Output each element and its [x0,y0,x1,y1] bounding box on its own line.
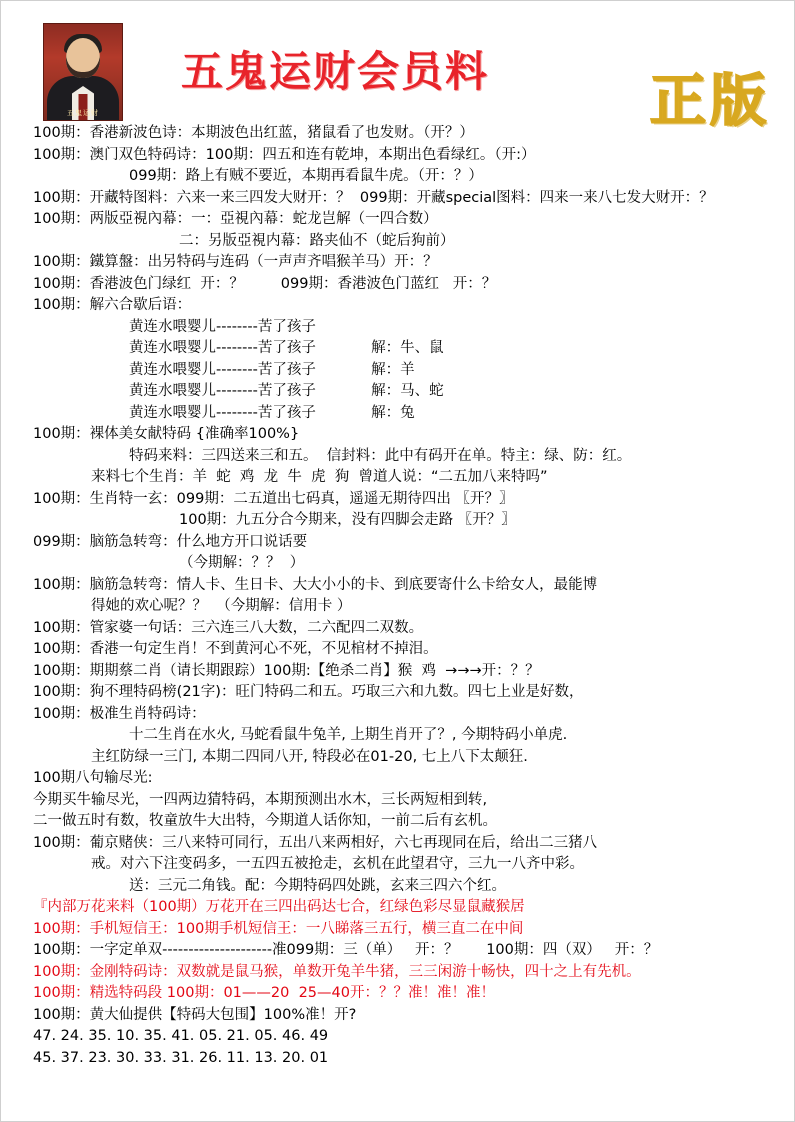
document-line: 得她的欢心呢？？ （今期解：信用卡 ） [91,598,352,614]
document-line: 100期：期期蔡二肖（请长期跟踪）100期:【绝杀二肖】猴 鸡 →→→开：？？ [33,662,540,679]
document-line: 100期：一字定单双---------------------准099期：三（单） 开：？ 100期：四（双） 开：？ [33,942,659,958]
official-stamp: 正版 [650,69,770,134]
document-line: 47. 24. 35. 10. 35. 41. 05. 21. 05. 46. 49 [33,1028,329,1044]
document-line: 100期：脑筋急转弯：情人卡、生日卡、大大小小的卡、到底要寄什么卡给女人，最能博 [33,576,598,593]
document-line: 黄连水喂婴儿--------苦了孩子 解：羊 [129,361,415,378]
document-line: 100期：精选特码段 100期：01——20 25—40开：？？准！准！准！ [33,985,495,1001]
document-line: 100期：黄大仙提供【特码大包围】100%准！开? [33,1006,357,1023]
document-line: 100期：金刚特码诗：双数就是鼠马猴，单数开兔羊牛猪，三三闲游十畅快，四十之上有先机。 [33,963,641,980]
document-line: 100期：香港一句定生肖！不到黄河心不死，不见棺材不掉泪。 [33,641,438,657]
document-line: 主红防绿一三门, 本期二四同八开, 特段必在01-20, 七上八下太颠狂. [91,748,528,765]
page-title: 五鬼运财会员料 [181,47,490,96]
document-line: 100期：手机短信王：100期手机短信王：一八睇落三五行，横三直二在中间 [33,920,524,937]
document-line: 二：另版亞視内幕：路夹仙不（蛇后狗前） [179,232,455,249]
document-line: 100期：裸体美女献特码 {准确率100%} [33,426,300,442]
portrait-face [66,38,100,78]
document-line: 黄连水喂婴儿--------苦了孩子 解：兔 [129,404,415,421]
document-line: 099期：脑筋急转弯：什么地方开口说话要 [33,533,308,550]
document-line: 100期：解六合歇后语： [33,297,192,313]
document-line: 100期：鐵算盤：出另特码与连码（一声声齐唱猴羊马）开：？ [33,254,438,270]
document-line: 100期：九五分合今期来，没有四脚会走路 〖开？〗 [179,512,516,528]
document-line: 十二生肖在水火, 马蛇看鼠牛兔羊, 上期生肖开了？, 今期特码小单虎. [129,727,568,743]
document-line: 送：三元二角钱。配：今期特码四处跳，玄来三四六个红。 [129,877,506,894]
document-line: 100期：香港新波色诗：本期波色出红蓝，猪鼠看了也发财。（开？） [33,125,474,141]
document-line: 『内部万花来料（100期）万花开在三四出码达七合，红绿色彩尽显鼠藏猴居 [33,899,525,915]
document-line: 今期买牛输尽光，一四两边猜特码，本期预测出水木，三长两短相到转, [33,791,488,808]
document-line: 099期：路上有贼不要近，本期再看鼠牛虎。（开：？） [129,168,483,184]
document-line: 100期：葡京赌侠：三八来特可同行，五出八来两相好，六七再现同在后，给出二三猪八 [33,834,598,851]
document-line: 100期：香港波色门绿红 开：？ 099期：香港波色门蓝红 开：？ [33,275,497,292]
document-line: 100期：两版亞視內幕：一：亞視內幕：蛇龙岂解（一四合数） [33,211,438,227]
document-line: 100期八句输尽光: [33,770,153,786]
document-line: 100期：管家婆一句话：三六连三八大数，二六配四二双数。 [33,619,424,636]
portrait-caption: 五鬼运财 [67,110,99,117]
document-line: 二一做五时有数，牧童放牛大出特，今期道人话你知，一前二后有玄机。 [33,813,497,829]
document-line: 黄连水喂婴儿--------苦了孩子 [129,318,316,335]
document-line: 来料七个生肖：羊 蛇 鸡 龙 牛 虎 狗 曾道人说：“二五加八来特吗” [91,469,548,485]
document-line: 戒。对六下注变码多，一五四五被抢走，玄机在此望君守，三九一八齐中彩。 [91,856,584,872]
document-line: 100期：极准生肖特码诗： [33,705,206,722]
document-line: 100期：狗不理特码榜(21字)：旺门特码二和五。巧取三六和九数。四七上业是好数， [33,684,584,700]
document-line: 100期：生肖特一玄：099期：二五道出七码真，遥遥无期待四出 〖开？〗 [33,490,514,507]
document-line: 100期：开藏特图料：六来一来三四发大财开：？ 099期：开藏special图料：四来一来八七发大财开：？ [33,189,714,206]
document-line: 黄连水喂婴儿--------苦了孩子 解：牛、鼠 [129,340,444,356]
document-body [1,123,795,1069]
document-line: 100期：澳门双色特码诗：100期：四五和连有乾坤，本期出色看绿红。（开:） [33,146,536,163]
document-line: （今期解：？？ ） [179,555,305,571]
document-line: 黄连水喂婴儿--------苦了孩子 解：马、蛇 [129,383,444,399]
document-line: 特码来料：三四送来三和五。 信封料：此中有码开在单。特主：绿、防：红。 [129,447,632,464]
portrait-photo [43,23,123,121]
document-line: 45. 37. 23. 30. 33. 31. 26. 11. 13. 20. 01 [33,1049,329,1066]
